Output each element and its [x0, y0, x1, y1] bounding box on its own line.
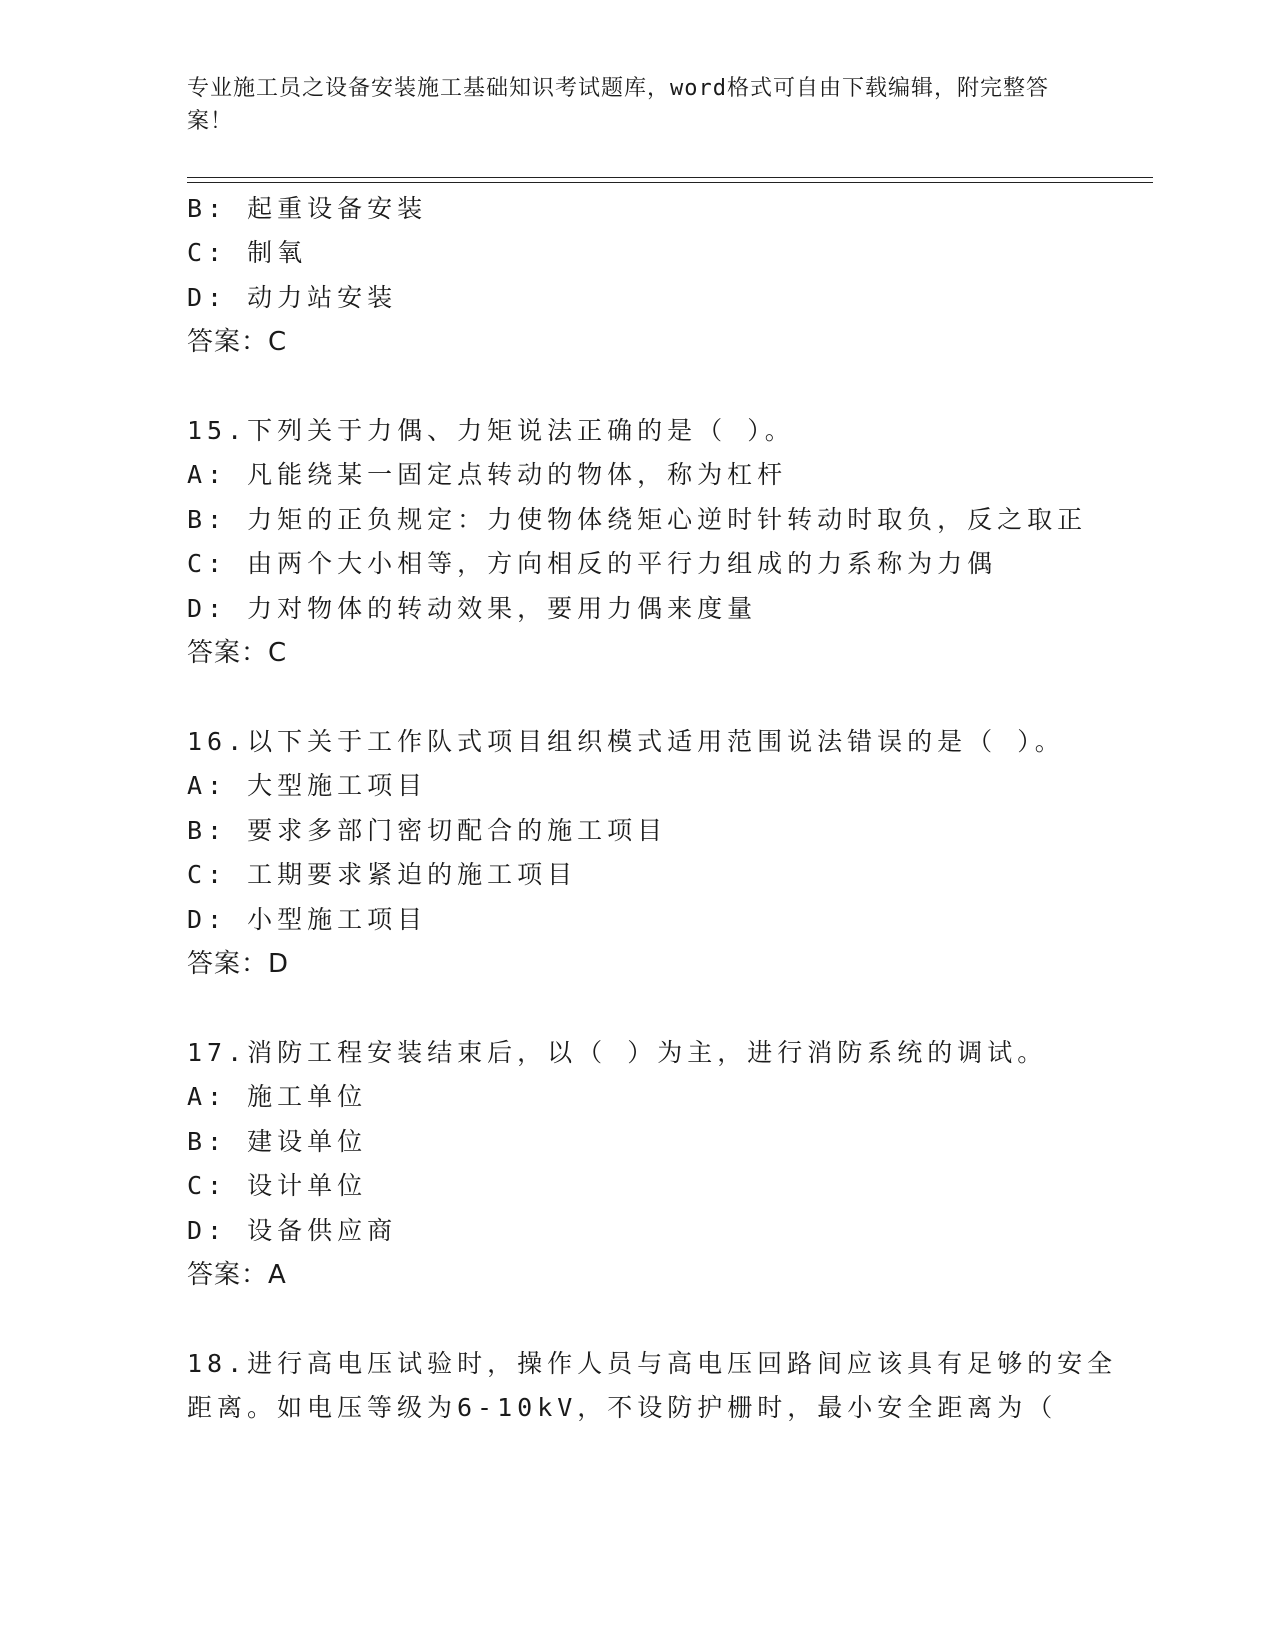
header-divider-top [187, 177, 1153, 178]
q18-stem-line-1: 18.进行高电压试验时，操作人员与高电压回路间应该具有足够的安全 [187, 1349, 1118, 1378]
q17-option-a: A: 施工单位 [187, 1082, 368, 1111]
q15-option-a: A: 凡能绕某一固定点转动的物体，称为杠杆 [187, 460, 788, 489]
q17-option-c: C: 设计单位 [187, 1171, 368, 1200]
q18-stem-line-2: 距离。如电压等级为6-10kV，不设防护栅时，最小安全距离为（ [187, 1393, 1058, 1422]
q16-stem: 16.以下关于工作队式项目组织模式适用范围说法错误的是（ ）。 [187, 727, 1065, 756]
q16-option-c: C: 工期要求紧迫的施工项目 [187, 860, 578, 889]
q15-option-d: D: 力对物体的转动效果，要用力偶来度量 [187, 594, 758, 623]
q17-option-d: D: 设备供应商 [187, 1216, 398, 1245]
q16-option-d: D: 小型施工项目 [187, 905, 428, 934]
header-divider-bottom [187, 182, 1153, 183]
q16-option-b: B: 要求多部门密切配合的施工项目 [187, 816, 668, 845]
q15-stem: 15.下列关于力偶、力矩说法正确的是（ ）。 [187, 416, 795, 445]
q14-answer: 答案：C [187, 327, 288, 357]
q16-answer: 答案：D [187, 949, 290, 979]
q14-option-b: B: 起重设备安装 [187, 194, 428, 223]
q15-answer: 答案：C [187, 638, 288, 668]
q17-option-b: B: 建设单位 [187, 1127, 368, 1156]
q17-answer: 答案：A [187, 1260, 287, 1290]
q14-option-d: D: 动力站安装 [187, 283, 398, 312]
q15-option-b: B: 力矩的正负规定：力使物体绕矩心逆时针转动时取负，反之取正 [187, 505, 1088, 534]
q16-option-a: A: 大型施工项目 [187, 771, 428, 800]
q17-stem: 17.消防工程安装结束后，以（ ）为主，进行消防系统的调试。 [187, 1038, 1048, 1067]
document-header: 专业施工员之设备安装施工基础知识考试题库，word格式可自由下载编辑，附完整答案！ [187, 76, 1049, 134]
q14-option-c: C: 制氧 [187, 238, 308, 267]
q15-option-c: C: 由两个大小相等，方向相反的平行力组成的力系称为力偶 [187, 549, 998, 578]
